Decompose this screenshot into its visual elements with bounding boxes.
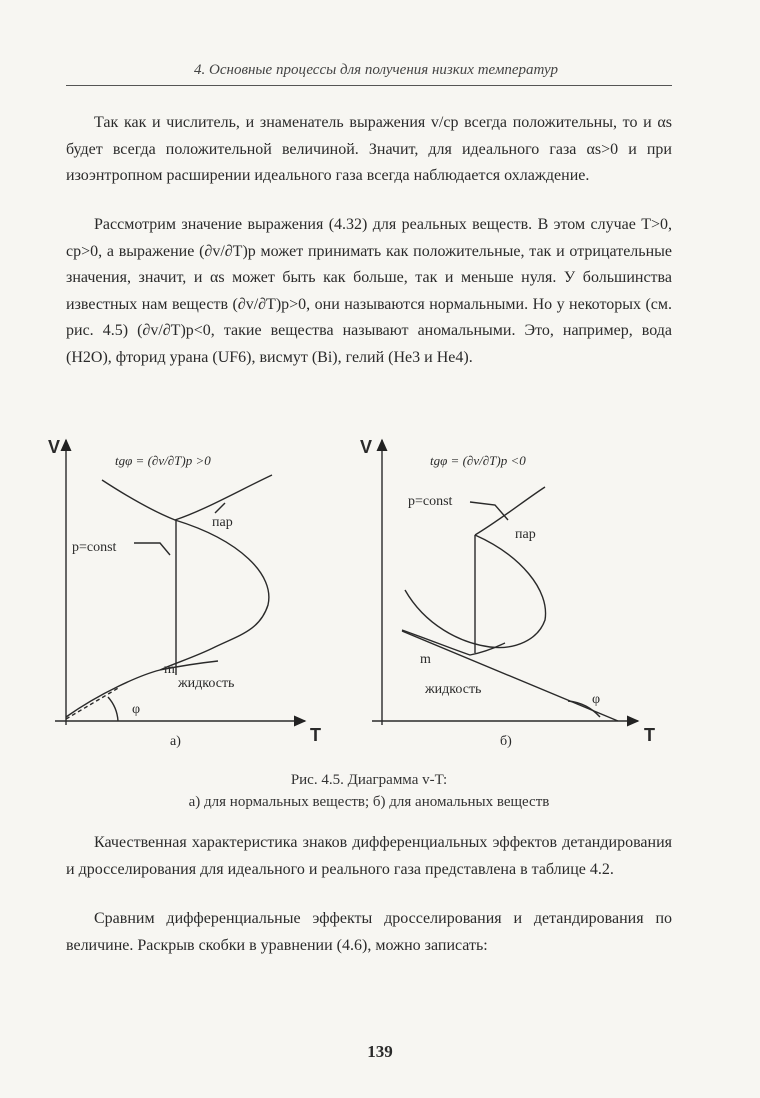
page-number: 139 xyxy=(367,1042,393,1061)
paragraph-2: Рассмотрим значение выражения (4.32) для реальных веществ. В этом случае T>0, cp>0, а выражение (∂v/∂T)p может принимать как положительные, так и отрицательные значения, значит, и αs может быть как больше, так и меньше нуля. У большинства известных нам веществ (∂v/∂T)p>0, они называются нормальными. Но у некоторых (см. рис. 4.5) (∂v/∂T)p<0, такие вещества называют аномальными. Это, например, вода (H2O), фторид урана (UF6), висмут (Bi), гелий (He3 и He4). xyxy=(66,216,672,366)
right-point-m: m xyxy=(420,652,431,667)
left-vapor-label: пар xyxy=(212,515,233,530)
right-liquid-line xyxy=(402,631,618,721)
figure-caption-detail: а) для нормальных веществ; б) для аномальных веществ xyxy=(188,794,550,810)
right-liquid-curve xyxy=(402,630,505,655)
right-sub-label: б) xyxy=(500,734,512,749)
left-angle-label: φ xyxy=(132,702,141,717)
left-vapor-leader xyxy=(215,503,225,513)
figure-caption-title: Рис. 4.5. Диаграмма v-T: xyxy=(290,772,448,788)
figure-v-t-diagrams xyxy=(0,425,760,765)
right-liquid-label: жидкость xyxy=(425,682,482,697)
header-rule xyxy=(66,85,672,86)
right-vapor-label: пар xyxy=(515,527,536,542)
left-liquid-label: жидкость xyxy=(178,676,235,691)
running-title: 4. Основные процессы для получения низких температур xyxy=(194,62,558,78)
right-y-label: V xyxy=(360,437,373,457)
left-sub-label: а) xyxy=(170,734,181,749)
left-y-label: V xyxy=(48,437,61,457)
paragraph-1: Так как и числитель, и знаменатель выражения v/cp всегда положительны, то и αs будет всегда положительной величиной. Значит, для идеального газа αs>0 и при изоэнтропном расширении идеального газа всегда наблюдается охлаждение. xyxy=(66,114,672,184)
right-angle-label: φ xyxy=(592,692,601,707)
paragraph-4: Сравним дифференциальные эффекты дросселирования и детандирования по величине. Раскрыв скобки в уравнении (4.6), можно записать: xyxy=(66,910,672,954)
paragraph-3: Качественная характеристика знаков дифференциальных эффектов детандирования и дросселирования для идеального и реального газа представлена в таблице 4.2. xyxy=(66,834,672,878)
diagram-anomalous xyxy=(372,440,638,725)
left-pconst-leader xyxy=(134,543,170,555)
right-x-label: T xyxy=(644,725,655,745)
left-x-label: T xyxy=(310,725,321,745)
right-formula: tgφ = (∂v/∂T)p <0 xyxy=(430,453,526,468)
left-formula: tgφ = (∂v/∂T)p >0 xyxy=(115,453,211,468)
left-vapor-curve xyxy=(102,475,272,520)
left-point-m: m xyxy=(164,662,175,677)
right-pconst-label: p=const xyxy=(408,494,453,509)
left-angle-arc xyxy=(108,697,118,721)
left-pconst-label: p=const xyxy=(72,540,117,555)
